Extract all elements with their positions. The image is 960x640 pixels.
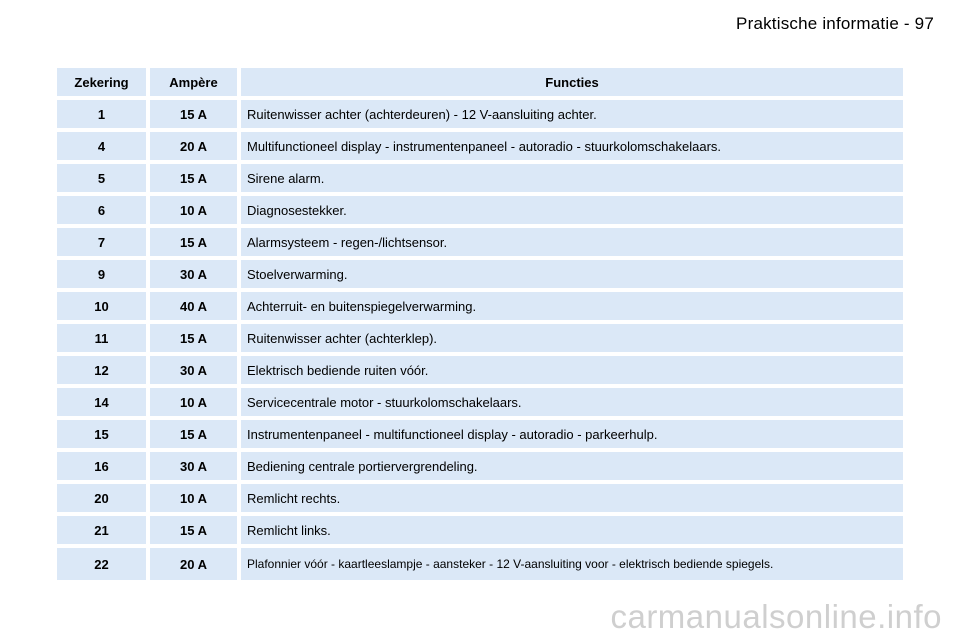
fuse-ampere: 15 A <box>150 420 237 448</box>
column-header-functions: Functies <box>241 68 903 96</box>
fuse-ampere: 15 A <box>150 100 237 128</box>
fuse-number: 5 <box>57 164 146 192</box>
table-row <box>57 100 903 128</box>
fuse-ampere: 30 A <box>150 452 237 480</box>
fuse-function: Stoelverwarming. <box>241 260 903 288</box>
fuse-function: Multifunctioneel display - instrumentenpaneel - autoradio - stuurkolomschakelaars. <box>241 132 903 160</box>
fuse-ampere: 15 A <box>150 516 237 544</box>
fuse-ampere: 20 A <box>150 132 237 160</box>
fuse-number: 16 <box>57 452 146 480</box>
fuse-number: 20 <box>57 484 146 512</box>
fuse-ampere: 10 A <box>150 388 237 416</box>
fuse-ampere: 30 A <box>150 356 237 384</box>
fuse-ampere: 15 A <box>150 324 237 352</box>
fuse-number: 4 <box>57 132 146 160</box>
table-row <box>57 324 903 352</box>
fuse-ampere: 15 A <box>150 228 237 256</box>
fuse-function: Plafonnier vóór - kaartleeslampje - aansteker - 12 V-aansluiting voor - elektrisch bediende spiegels. <box>241 548 903 580</box>
table-row <box>57 164 903 192</box>
fuse-function: Ruitenwisser achter (achterdeuren) - 12 V-aansluiting achter. <box>241 100 903 128</box>
table-row <box>57 484 903 512</box>
table-row <box>57 388 903 416</box>
fuse-number: 11 <box>57 324 146 352</box>
column-header-fuse: Zekering <box>57 68 146 96</box>
fuse-function: Instrumentenpaneel - multifunctioneel display - autoradio - parkeerhulp. <box>241 420 903 448</box>
fuse-function: Remlicht links. <box>241 516 903 544</box>
watermark: carmanualsonline.info <box>610 598 942 635</box>
table-row <box>57 132 903 160</box>
page-header: Praktische informatie - 97 <box>736 14 934 33</box>
fuse-number: 15 <box>57 420 146 448</box>
table-header-row <box>57 68 903 96</box>
table-row <box>57 292 903 320</box>
table-row <box>57 228 903 256</box>
fuse-number: 12 <box>57 356 146 384</box>
fuse-function: Diagnosestekker. <box>241 196 903 224</box>
table-row <box>57 356 903 384</box>
fuse-number: 14 <box>57 388 146 416</box>
fuse-ampere: 30 A <box>150 260 237 288</box>
table-row <box>57 516 903 544</box>
fuse-function: Elektrisch bediende ruiten vóór. <box>241 356 903 384</box>
fuse-number: 9 <box>57 260 146 288</box>
table-row <box>57 452 903 480</box>
fuse-ampere: 40 A <box>150 292 237 320</box>
fuse-number: 21 <box>57 516 146 544</box>
fuse-number: 22 <box>57 548 146 580</box>
fuse-function: Achterruit- en buitenspiegelverwarming. <box>241 292 903 320</box>
fuse-function: Servicecentrale motor - stuurkolomschakelaars. <box>241 388 903 416</box>
fuse-ampere: 10 A <box>150 196 237 224</box>
fuse-number: 1 <box>57 100 146 128</box>
table-row <box>57 196 903 224</box>
table-row <box>57 260 903 288</box>
fuse-table <box>57 68 903 584</box>
fuse-function: Alarmsysteem - regen-/lichtsensor. <box>241 228 903 256</box>
fuse-number: 7 <box>57 228 146 256</box>
fuse-number: 10 <box>57 292 146 320</box>
column-header-ampere: Ampère <box>150 68 237 96</box>
fuse-ampere: 10 A <box>150 484 237 512</box>
fuse-function: Sirene alarm. <box>241 164 903 192</box>
table-row <box>57 420 903 448</box>
fuse-function: Bediening centrale portiervergrendeling. <box>241 452 903 480</box>
fuse-number: 6 <box>57 196 146 224</box>
fuse-ampere: 15 A <box>150 164 237 192</box>
fuse-function: Ruitenwisser achter (achterklep). <box>241 324 903 352</box>
fuse-ampere: 20 A <box>150 548 237 580</box>
table-row <box>57 548 903 580</box>
fuse-function: Remlicht rechts. <box>241 484 903 512</box>
